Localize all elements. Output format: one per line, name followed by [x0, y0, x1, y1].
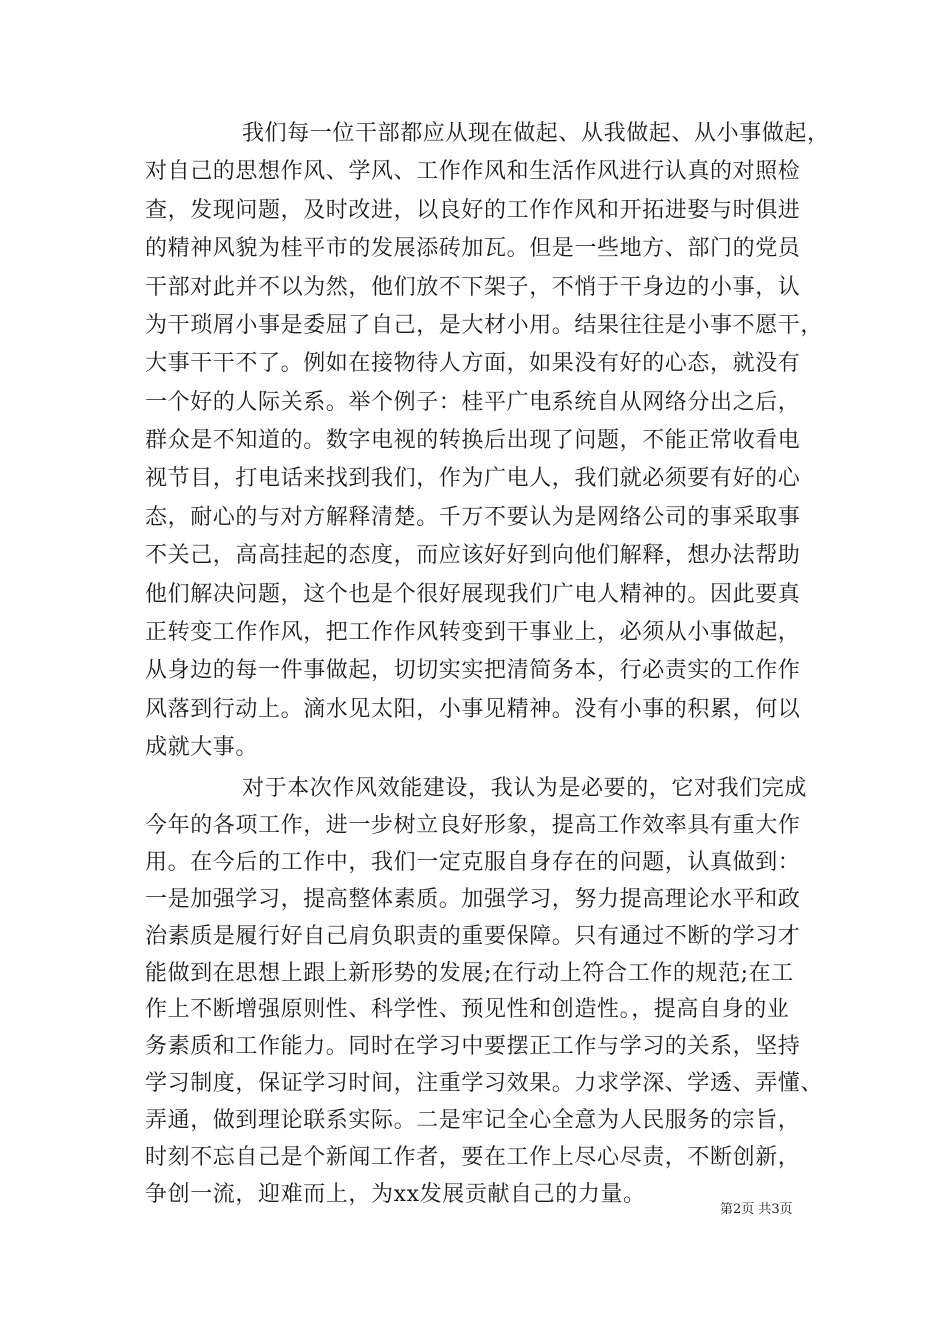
- paragraph-1-line-6: 为干琐屑小事是委屈了自己，是大材小用。结果往往是小事不愿干，: [145, 313, 824, 338]
- paragraph-1-line-2: 对自己的思想作风、学风、工作作风和生活作风进行认真的对照检: [145, 159, 801, 184]
- paragraph-2-line-6: 能做到在思想上跟上新形势的发展;在行动上符合工作的规范;在工: [145, 961, 794, 986]
- paragraph-2-line-1: 对于本次作风效能建设，我认为是必要的，它对我们完成: [242, 776, 808, 801]
- paragraph-1-line-14: 正转变工作作风，把工作作风转变到干事业上，必须从小事做起，: [145, 620, 801, 645]
- paragraph-1-line-11: 态，耐心的与对方解释清楚。千万不要认为是网络公司的事采取事: [145, 505, 801, 530]
- paragraph-1-line-8: 一个好的人际关系。举个例子：桂平广电系统自从网络分出之后，: [145, 390, 801, 415]
- paragraph-2-line-10: 弄通，做到理论联系实际。二是牢记全心全意为人民服务的宗旨，: [145, 1108, 801, 1133]
- paragraph-2-line-12: 争创一流，迎难而上，为xx发展贡献自己的力量。: [145, 1182, 646, 1207]
- paragraph-1-line-5: 干部对此并不以为然，他们放不下架子，不悄于干身边的小事，认: [145, 275, 801, 300]
- paragraph-1-line-16: 风落到行动上。滴水见太阳，小事见精神。没有小事的积累，何以: [145, 697, 801, 722]
- paragraph-2-line-4: 一是加强学习，提高整体素质。加强学习，努力提高理论水平和政: [145, 887, 801, 912]
- paragraph-1-line-12: 不关己，高高挂起的态度，而应该好好到向他们解释，想办法帮助: [145, 543, 801, 568]
- paragraph-2-line-2: 今年的各项工作，进一步树立良好形象，提高工作效率具有重大作: [145, 813, 801, 838]
- paragraph-1-line-13: 他们解决问题，这个也是个很好展现我们广电人精神的。因此要真: [145, 582, 801, 607]
- paragraph-1-line-3: 查，发现问题，及时改进，以良好的工作作风和开拓进娶与时俱进: [145, 198, 801, 223]
- page-number-footer: 第2页 共3页: [720, 1202, 793, 1217]
- paragraph-1-line-4: 的精神风貌为桂平市的发展添砖加瓦。但是一些地方、部门的党员: [145, 236, 801, 261]
- paragraph-2-line-11: 时刻不忘自己是个新闻工作者，要在工作上尽心尽责，不断创新，: [145, 1145, 801, 1170]
- paragraph-1-line-15: 从身边的每一件事做起，切切实实把清简务本，行必责实的工作作: [145, 658, 801, 683]
- paragraph-2-line-5: 治素质是履行好自己肩负职责的重要保障。只有通过不断的学习才: [145, 924, 801, 949]
- paragraph-1-line-1: 我们每一位干部都应从现在做起、从我做起、从小事做起，: [242, 121, 830, 146]
- paragraph-1-line-9: 群众是不知道的。数字电视的转换后出现了问题，不能正常收看电: [145, 428, 801, 453]
- paragraph-2-line-3: 用。在今后的工作中，我们一定克服自身存在的问题，认真做到：: [145, 850, 801, 875]
- paragraph-1-line-10: 视节目，打电话来找到我们，作为广电人，我们就必须要有好的心: [145, 466, 801, 491]
- paragraph-2-line-9: 学习制度，保证学习时间，注重学习效果。力求学深、学透、弄懂、: [145, 1071, 824, 1096]
- paragraph-2-line-7: 作上不断增强原则性、科学性、预见性和创造性。，提高自身的业: [145, 997, 790, 1022]
- paragraph-1-line-17: 成就大事。: [145, 735, 259, 760]
- paragraph-2-line-8: 务素质和工作能力。同时在学习中要摆正工作与学习的关系，坚持: [145, 1034, 801, 1059]
- paragraph-1-line-7: 大事干干不了。例如在接物待人方面，如果没有好的心态，就没有: [145, 351, 801, 376]
